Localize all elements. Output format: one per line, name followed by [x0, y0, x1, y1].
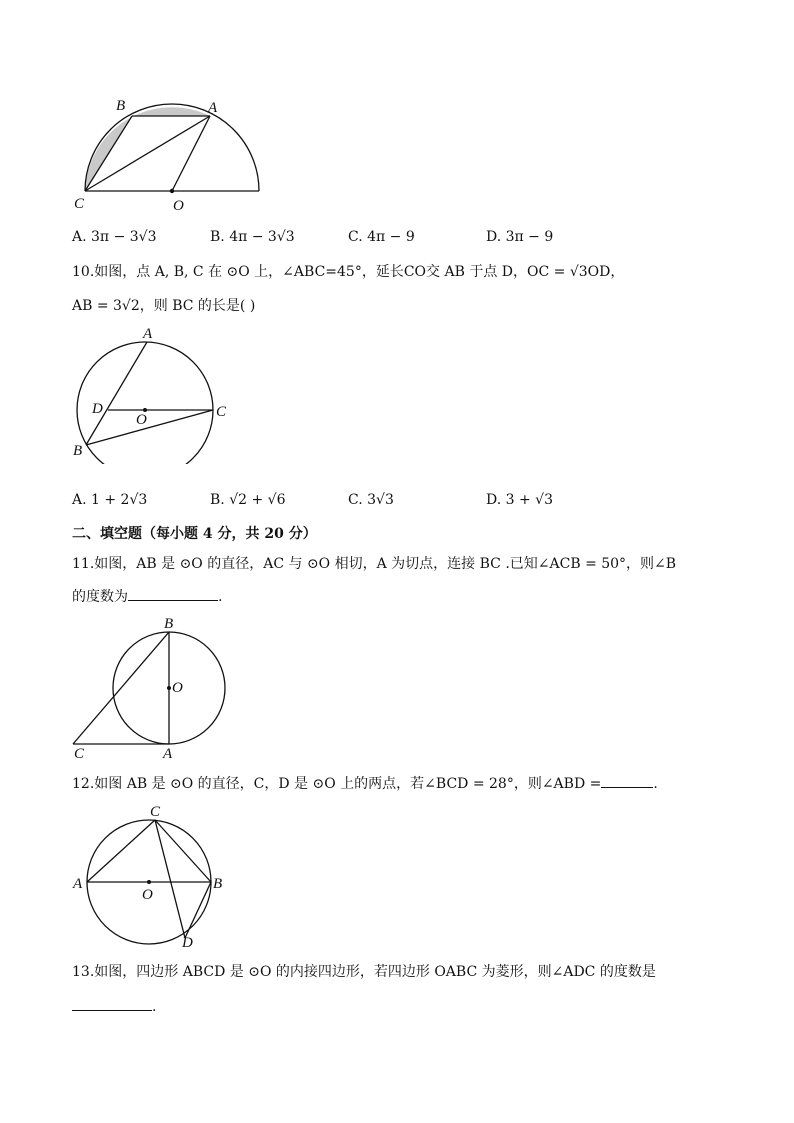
q12-chord-cd [155, 820, 185, 938]
q9-label-c: C [74, 196, 85, 212]
q13-answer-blank[interactable] [72, 996, 152, 1011]
q11-center-dot [167, 686, 171, 690]
q9-option-d[interactable]: D. 3π − 9 [486, 229, 554, 245]
q9-options [72, 229, 712, 249]
q9-label-a: A [208, 100, 218, 116]
q9-chord-cb [85, 116, 132, 191]
q10-option-a[interactable]: A. 1 + 2√3 [72, 492, 148, 508]
q11-text-line1: 11.如图，AB 是 ⊙O 的直径，AC 与 ⊙O 相切，A 为切点，连接 BC .已知∠ACB = 50°，则∠B [72, 556, 677, 572]
q13-text-line2 [72, 996, 156, 1017]
q10-chord-ab [86, 342, 147, 445]
q10-option-d[interactable]: D. 3 + √3 [486, 492, 553, 508]
q13-period: . [152, 999, 157, 1015]
section-title: 二、填空题（每小题 4 分，共 20 分） [72, 526, 317, 542]
q11-label-a: A [163, 746, 173, 762]
q9-option-c[interactable]: C. 4π − 9 [348, 229, 415, 245]
q10-text-line2: AB = 3√2，则 BC 的长是( ) [72, 298, 256, 314]
q12-label-a: A [73, 876, 83, 892]
q12-label-d: D [182, 935, 193, 950]
q12-label-c: C [150, 804, 161, 820]
q10-chord-bc [86, 410, 213, 445]
q10-label-a: A [143, 326, 153, 342]
q12-figure [70, 800, 230, 950]
q9-label-o: O [173, 198, 184, 214]
q10-option-c[interactable]: C. 3√3 [348, 492, 394, 508]
q9-option-a[interactable]: A. 3π − 3√3 [72, 229, 157, 245]
q12-period: . [653, 776, 658, 792]
q11-label-c: C [74, 746, 85, 762]
q10-label-d: D [92, 401, 103, 417]
q10-figure [70, 322, 230, 464]
q9-option-b[interactable]: B. 4π − 3√3 [210, 229, 295, 245]
q11-label-o: O [172, 680, 183, 696]
q10-label-c: C [216, 404, 227, 420]
q9-figure [70, 92, 270, 217]
q13-text-line1: 13.如图，四边形 ABCD 是 ⊙O 的内接四边形，若四边形 OABC 为菱形，则∠ADC 的度数是 [72, 964, 656, 980]
q11-figure [70, 614, 240, 764]
q12-center-dot [147, 880, 151, 884]
q9-label-b: B [116, 98, 126, 114]
q12-text-line1 [72, 773, 658, 794]
q11-text-prefix: 的度数为 [72, 589, 128, 605]
q10-options [72, 492, 712, 512]
q12-label-b: B [213, 876, 223, 892]
q12-text: 12.如图 AB 是 ⊙O 的直径，C，D 是 ⊙O 上的两点，若∠BCD = 28°，则∠ABD = [72, 776, 602, 792]
q12-label-o: O [142, 887, 153, 903]
q11-answer-blank[interactable] [128, 586, 218, 601]
q10-text-line1: 10.如图，点 A, B, C 在 ⊙O 上，∠ABC=45°，延长CO交 AB 于点 D，OC = √3OD， [72, 264, 625, 280]
q10-label-b: B [73, 443, 83, 459]
q12-chord-bd [185, 882, 211, 938]
q11-period: . [218, 589, 223, 605]
q12-chord-ca [87, 820, 155, 882]
q11-segment-bc [73, 632, 169, 744]
q10-option-b[interactable]: B. √2 + √6 [210, 492, 286, 508]
q10-label-o: O [136, 412, 147, 428]
q11-text-line2 [72, 586, 222, 607]
q12-answer-blank[interactable] [601, 773, 653, 788]
q9-shaded-region [85, 107, 210, 191]
q9-center-dot [170, 189, 174, 193]
q11-label-b: B [164, 616, 174, 632]
